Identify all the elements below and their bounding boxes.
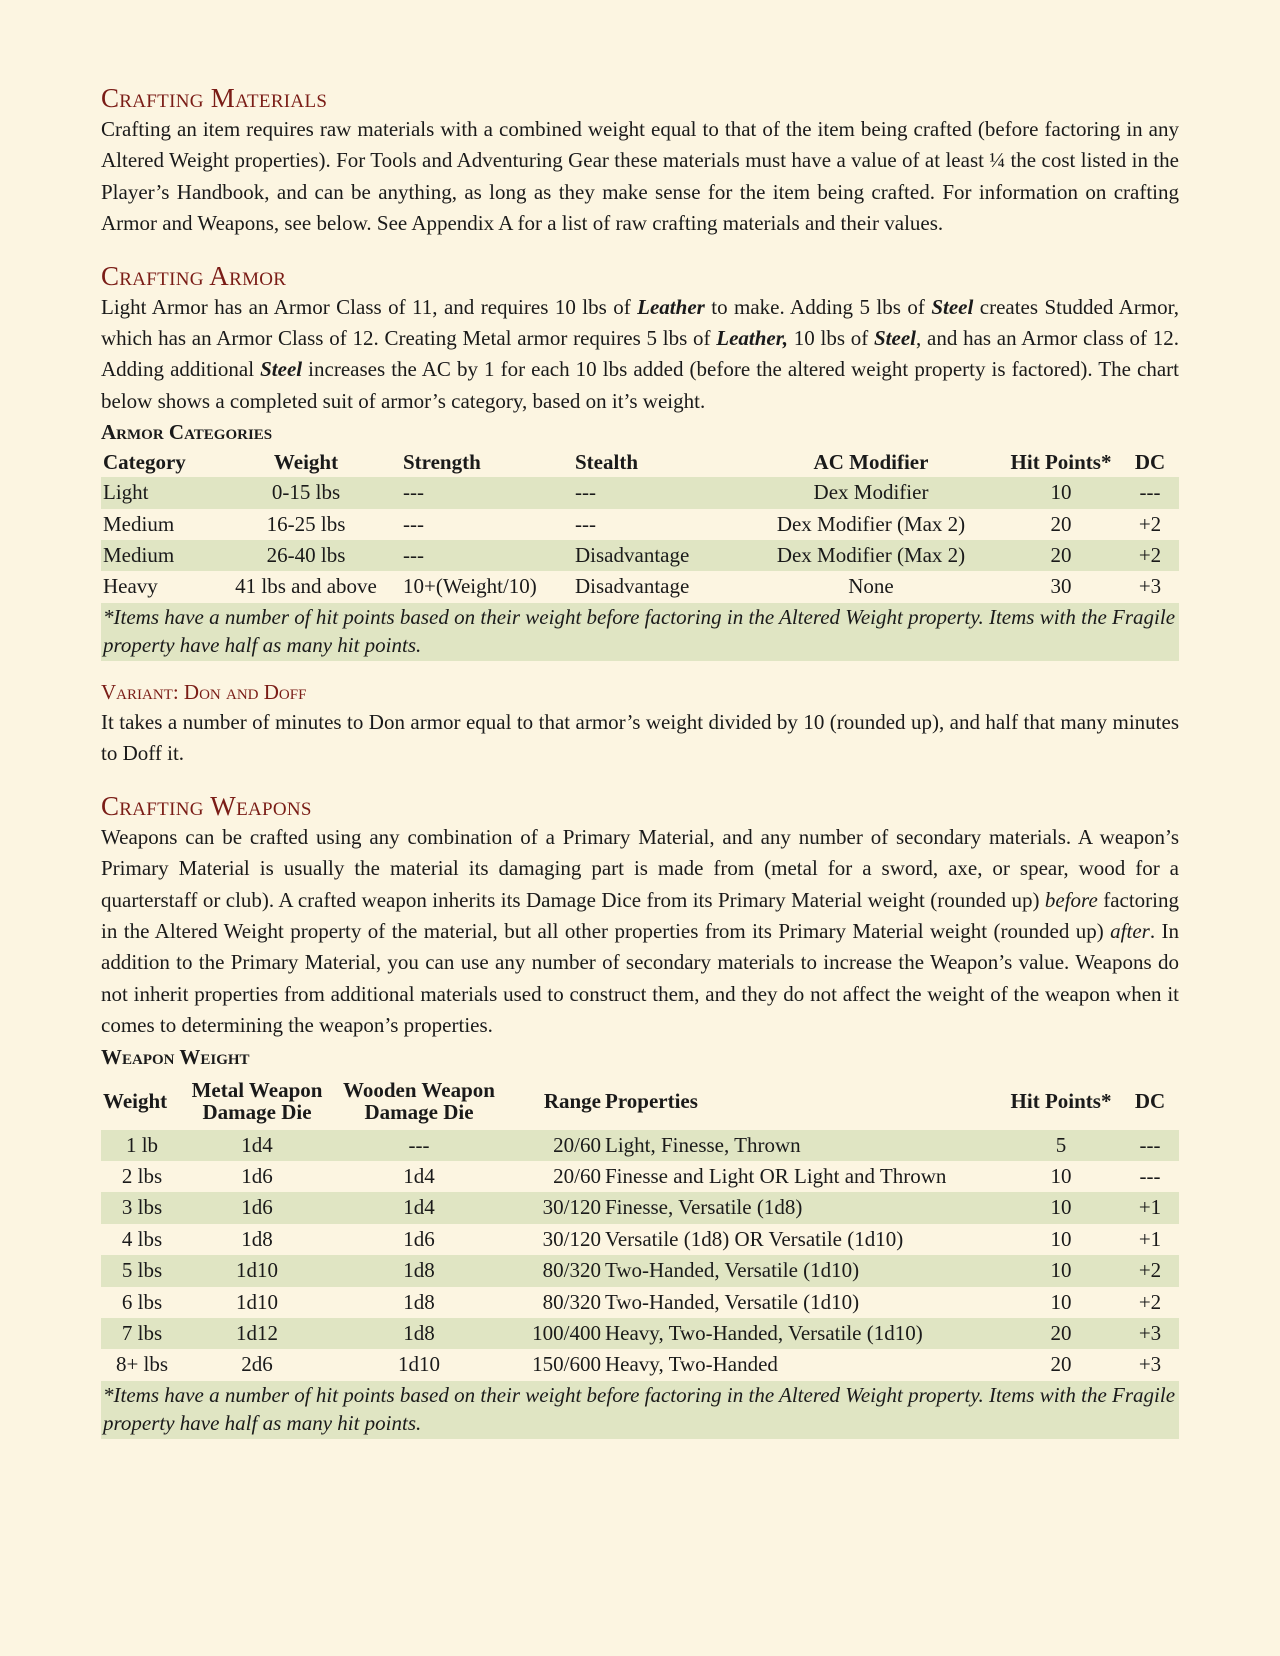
table-header-row <box>101 447 1179 477</box>
cell-strength: --- <box>401 540 573 571</box>
cell-hit-points: 10 <box>1001 1192 1121 1223</box>
col-header-weight: Weight <box>103 1088 168 1113</box>
col-header-dc: DC <box>1134 450 1166 475</box>
cell-weight: 0-15 lbs <box>211 477 401 508</box>
cell-ac-modifier: Dex Modifier <box>741 477 1001 508</box>
table-row <box>101 509 1179 540</box>
crafting-armor-heading: Crafting Armor <box>101 260 287 291</box>
material-leather: Leather <box>637 294 705 319</box>
emphasis-after: after <box>1110 918 1150 943</box>
cell-strength: --- <box>401 477 573 508</box>
cell-weight: 5 lbs <box>101 1255 183 1286</box>
cell-dc: +2 <box>1121 540 1179 571</box>
cell-hit-points: 20 <box>1001 540 1121 571</box>
cell-weight: 3 lbs <box>101 1192 183 1223</box>
table-row <box>101 477 1179 508</box>
cell-ac-modifier: None <box>848 574 894 599</box>
col-header-hit-points: Hit Points* <box>1010 1088 1112 1113</box>
cell-range: 100/400 <box>507 1318 603 1349</box>
crafting-weapons-heading: Crafting Weapons <box>101 790 312 821</box>
cell-dc: +3 <box>1138 1352 1162 1377</box>
cell-metal-damage: 1d4 <box>183 1130 331 1161</box>
page-content <box>101 82 1179 1439</box>
cell-hit-points: 20 <box>1001 1318 1121 1349</box>
cell-wooden-damage: --- <box>331 1130 507 1161</box>
table-row <box>101 1287 1179 1318</box>
cell-range: 30/120 <box>542 1226 601 1251</box>
cell-range: 20/60 <box>507 1130 603 1161</box>
cell-wooden-damage: 1d4 <box>403 1163 435 1188</box>
cell-dc: +2 <box>1121 1255 1179 1286</box>
material-leather: Leather, <box>716 326 788 351</box>
cell-hit-points: 10 <box>1050 1163 1072 1188</box>
cell-weight: 6 lbs <box>121 1289 163 1314</box>
col-header-weight: Weight <box>273 450 339 475</box>
cell-wooden-damage: 1d8 <box>331 1255 507 1286</box>
variant-don-doff-heading: Variant: Don and Doff <box>101 679 307 704</box>
cell-wooden-damage: 1d10 <box>398 1352 440 1377</box>
cell-weight: 2 lbs <box>121 1163 163 1188</box>
cell-stealth: --- <box>575 511 596 536</box>
cell-wooden-damage: 1d8 <box>403 1289 435 1314</box>
table-header-row <box>101 1072 1179 1130</box>
cell-weight: 41 lbs and above <box>235 574 377 599</box>
cell-category: Heavy <box>103 574 158 599</box>
cell-hit-points: 30 <box>1050 574 1072 599</box>
cell-hit-points: 20 <box>1050 511 1072 536</box>
cell-dc: +1 <box>1138 1226 1162 1251</box>
cell-hit-points: 20 <box>1050 1352 1072 1377</box>
col-header-category: Category <box>103 450 186 475</box>
col-header-strength: Strength <box>403 450 481 475</box>
cell-dc: +3 <box>1121 1318 1179 1349</box>
cell-dc: --- <box>1121 477 1179 508</box>
cell-category: Medium <box>101 540 211 571</box>
table-row <box>101 540 1179 571</box>
cell-dc: +2 <box>1138 511 1162 536</box>
cell-properties: Heavy, Two-Handed <box>605 1352 778 1377</box>
cell-weight: 4 lbs <box>121 1226 163 1251</box>
cell-properties: Finesse and Light OR Light and Thrown <box>605 1163 947 1188</box>
cell-properties: Finesse, Versatile (1d8) <box>603 1192 1001 1223</box>
cell-weight: 8+ lbs <box>115 1352 169 1377</box>
cell-range: 20/60 <box>553 1163 601 1188</box>
weapon-weight-table <box>101 1072 1179 1439</box>
col-header-metal-damage: Metal Weapon Damage Die <box>191 1077 323 1124</box>
cell-weight: 16-25 lbs <box>266 511 346 536</box>
cell-weight: 1 lb <box>101 1130 183 1161</box>
table-row <box>101 1161 1179 1192</box>
weapon-weight-caption: Weapon Weight <box>101 1044 250 1069</box>
cell-strength: 10+(Weight/10) <box>403 574 537 599</box>
cell-properties: Two-Handed, Versatile (1d10) <box>603 1255 1001 1286</box>
cell-stealth: Disadvantage <box>575 574 690 599</box>
cell-weight: 7 lbs <box>101 1318 183 1349</box>
cell-hit-points: 10 <box>1001 1255 1121 1286</box>
col-header-wooden-damage: Wooden Weapon Damage Die <box>343 1077 495 1124</box>
crafting-materials-text: Crafting an item requires raw materials with a combined weight equal to that of the item being crafted (before factoring in any Altered Weight properties). For Tools and Adventuring Gear these materials must have a value of at least ¼ the cost listed in the Player’s Handbook, and can be anything, as long as they make sense for the item being crafted. For information on crafting Armor and Weapons, see below. See Appendix A for a list of raw crafting materials and their values. <box>101 117 1179 236</box>
table-footnote-row <box>101 1381 1179 1439</box>
cell-wooden-damage: 1d6 <box>403 1226 435 1251</box>
col-header-stealth: Stealth <box>575 450 638 475</box>
cell-properties: Versatile (1d8) OR Versatile (1d10) <box>605 1226 904 1251</box>
material-steel: Steel <box>931 294 974 319</box>
cell-stealth: Disadvantage <box>573 540 741 571</box>
table-row <box>101 571 1179 602</box>
cell-dc: --- <box>1121 1130 1179 1161</box>
cell-properties: Light, Finesse, Thrown <box>603 1130 1001 1161</box>
cell-hit-points: 10 <box>1050 1289 1072 1314</box>
table-row <box>101 1130 1179 1161</box>
table-row <box>101 1318 1179 1349</box>
emphasis-before: before <box>1044 887 1098 912</box>
cell-stealth: --- <box>573 477 741 508</box>
table-row <box>101 1349 1179 1380</box>
col-header-ac-modifier: AC Modifier <box>813 450 929 475</box>
crafting-weapons-text: Weapons can be crafted using any combination of a Primary Material, and any number of secondary materials. A weapon’s Primary Material is usually the material its damaging part is made from (metal for a sword, axe, or spear, wood for a quarterstaff or club). A crafted weapon inherits its Damage Dice from its Primary Material weight (rounded up) before factoring in the Altered Weight property of the material, but all other properties from its Primary Material weight (rounded up) after. In addition to the Primary Material, you can use any number of secondary materials to increase the Weapon’s value. Weapons do not inherit properties from additional materials used to construct them, and they do not affect the weight of the weapon when it comes to determining the weapon’s properties. <box>101 824 1179 1038</box>
armor-categories-table <box>101 447 1179 661</box>
cell-metal-damage: 1d6 <box>183 1192 331 1223</box>
table-footnote: *Items have a number of hit points based on their weight before factoring in the Altered Weight property. Items with the Fragile property have half as many hit points. <box>101 1381 1179 1439</box>
cell-range: 80/320 <box>507 1255 603 1286</box>
table-row <box>101 1192 1179 1223</box>
crafting-materials-heading: Crafting Materials <box>101 83 328 113</box>
cell-weight: 26-40 lbs <box>211 540 401 571</box>
cell-dc: +2 <box>1138 1289 1162 1314</box>
col-header-range: Range <box>543 1088 601 1113</box>
cell-range: 150/600 <box>532 1352 601 1377</box>
cell-metal-damage: 1d10 <box>236 1289 278 1314</box>
cell-metal-damage: 1d6 <box>241 1163 273 1188</box>
cell-dc: +1 <box>1121 1192 1179 1223</box>
armor-categories-caption: Armor Categories <box>101 420 273 445</box>
cell-hit-points: 5 <box>1001 1130 1121 1161</box>
col-header-hit-points: Hit Points* <box>1010 450 1112 475</box>
col-header-dc: DC <box>1134 1088 1166 1113</box>
cell-metal-damage: 1d8 <box>241 1226 273 1251</box>
cell-hit-points: 10 <box>1001 477 1121 508</box>
cell-dc: +3 <box>1138 574 1162 599</box>
material-steel: Steel <box>260 357 303 382</box>
cell-range: 30/120 <box>507 1192 603 1223</box>
cell-wooden-damage: 1d8 <box>331 1318 507 1349</box>
crafting-armor-text: Light Armor has an Armor Class of 11, and requires 10 lbs of Leather to make. Adding 5 lbs of Steel creates Studded Armor, which has an Armor Class of 12. Creating Metal armor requires 5 lbs of Leather, 10 lbs of Steel, and has an Armor class of 12. Adding additional Steel increases the AC by 1 for each 10 lbs added (before the altered weight property is factored). The chart below shows a completed suit of armor’s category, based on it’s weight. <box>101 294 1180 413</box>
variant-don-doff-text: It takes a number of minutes to Don armor equal to that armor’s weight divided by 10 (rounded up), and half that many minutes to Doff it. <box>101 709 1179 766</box>
cell-ac-modifier: Dex Modifier (Max 2) <box>776 511 966 536</box>
cell-strength: --- <box>403 511 424 536</box>
cell-range: 80/320 <box>542 1289 601 1314</box>
material-steel: Steel <box>874 326 916 351</box>
cell-properties: Two-Handed, Versatile (1d10) <box>605 1289 860 1314</box>
cell-hit-points: 10 <box>1050 1226 1072 1251</box>
cell-properties: Heavy, Two-Handed, Versatile (1d10) <box>603 1318 1001 1349</box>
cell-metal-damage: 2d6 <box>241 1352 273 1377</box>
table-footnote: *Items have a number of hit points based on their weight before factoring in the Altered Weight property. Items with the Fragile property have half as many hit points. <box>101 603 1179 661</box>
cell-metal-damage: 1d12 <box>183 1318 331 1349</box>
cell-metal-damage: 1d10 <box>183 1255 331 1286</box>
table-row <box>101 1224 1179 1255</box>
cell-ac-modifier: Dex Modifier (Max 2) <box>741 540 1001 571</box>
cell-wooden-damage: 1d4 <box>331 1192 507 1223</box>
col-header-properties: Properties <box>605 1088 698 1113</box>
cell-category: Medium <box>103 511 175 536</box>
cell-category: Light <box>101 477 211 508</box>
table-row <box>101 1255 1179 1286</box>
table-footnote-row <box>101 603 1179 661</box>
cell-dc: --- <box>1139 1163 1161 1188</box>
